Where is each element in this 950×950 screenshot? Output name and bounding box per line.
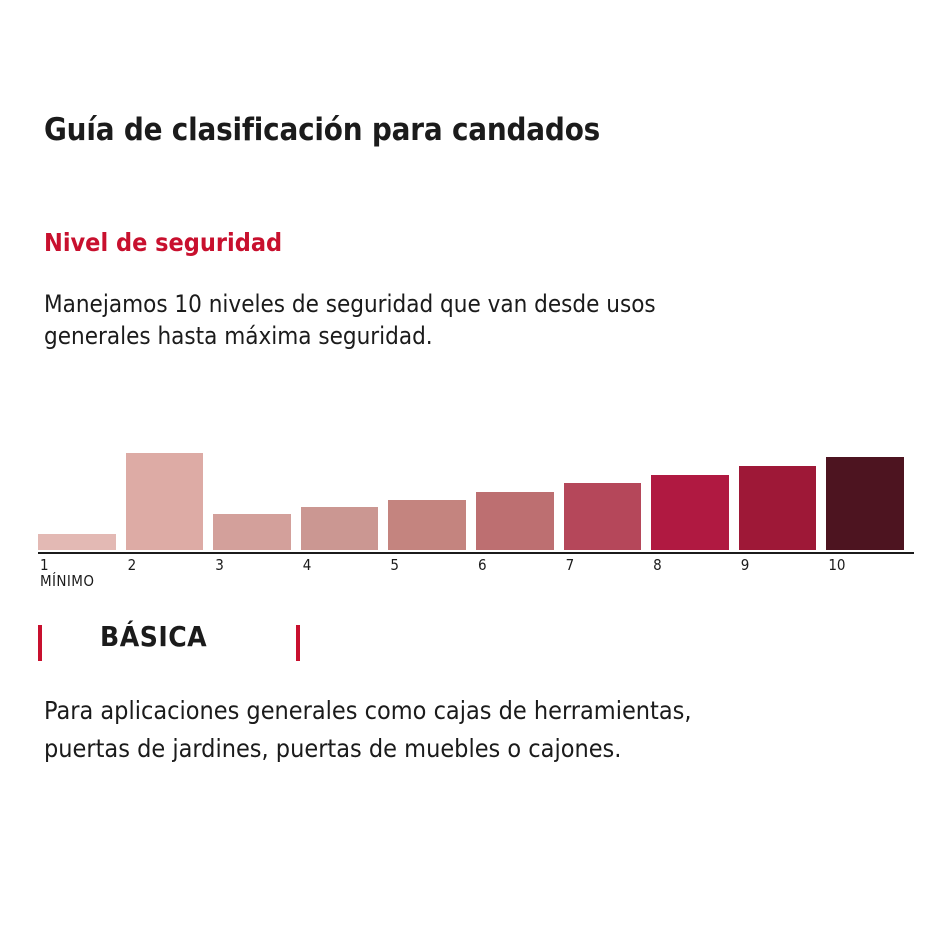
chart-tick [476, 554, 564, 580]
band-rule-right-icon [296, 625, 300, 661]
level-description [44, 692, 914, 768]
chart-tick [388, 554, 476, 580]
bar-slot [126, 434, 214, 550]
band-rule-left-icon [38, 625, 42, 661]
chart-tick [213, 554, 301, 580]
chart-tick [739, 554, 827, 580]
chart-tick [651, 554, 739, 580]
chart-bar [388, 500, 466, 550]
chart-bar [739, 466, 817, 550]
chart-tick [301, 554, 389, 580]
description-line-2: puertas de jardines, puertas de muebles o cajones. [44, 734, 622, 763]
bar-slot [739, 434, 827, 550]
chart-bar [651, 475, 729, 550]
chart-tick-label: 3 [215, 556, 224, 574]
chart-tick-label: 10 [828, 556, 846, 574]
bar-slot [826, 434, 914, 550]
chart-bar [38, 534, 116, 550]
bar-slot [651, 434, 739, 550]
page-title: Guía de clasificación para candados [44, 112, 601, 148]
chart-bar [476, 492, 554, 550]
bar-slot [564, 434, 652, 550]
chart-bar [826, 457, 904, 550]
chart-tick-label: 6 [477, 556, 487, 574]
chart-tick-label: 9 [740, 556, 750, 574]
chart-tick [564, 554, 652, 580]
bar-slot [38, 434, 126, 550]
chart-tick-label: 5 [390, 556, 399, 574]
chart-tick-label: 7 [565, 556, 575, 574]
intro-line-2: generales hasta máxima seguridad. [44, 322, 433, 350]
bar-slot [388, 434, 476, 550]
chart-tick [826, 554, 914, 580]
level-name: BÁSICA [100, 620, 208, 653]
security-level-chart [38, 420, 914, 580]
chart-tick-label: 8 [653, 556, 662, 574]
chart-bar [213, 514, 291, 550]
section-title: Nivel de seguridad [44, 228, 283, 257]
bar-slot [476, 434, 564, 550]
level-band [38, 620, 914, 670]
chart-tick-label: 4 [302, 556, 312, 574]
bar-slot [301, 434, 389, 550]
description-line-1: Para aplicaciones generales como cajas de herramientas, [44, 696, 692, 725]
chart-bar [126, 453, 204, 550]
intro-line-1: Manejamos 10 niveles de seguridad que van desde usos [44, 290, 656, 318]
chart-bar [564, 483, 642, 550]
axis-min-label: MÍNIMO [40, 572, 95, 590]
chart-tick-label: 2 [127, 556, 137, 574]
chart-bar [301, 507, 379, 550]
intro-text [44, 288, 874, 352]
chart-tick [126, 554, 214, 580]
chart-bars [38, 434, 914, 550]
bar-slot [213, 434, 301, 550]
chart-tick-labels [38, 554, 914, 580]
chart-tick-label: 1 [40, 556, 49, 574]
